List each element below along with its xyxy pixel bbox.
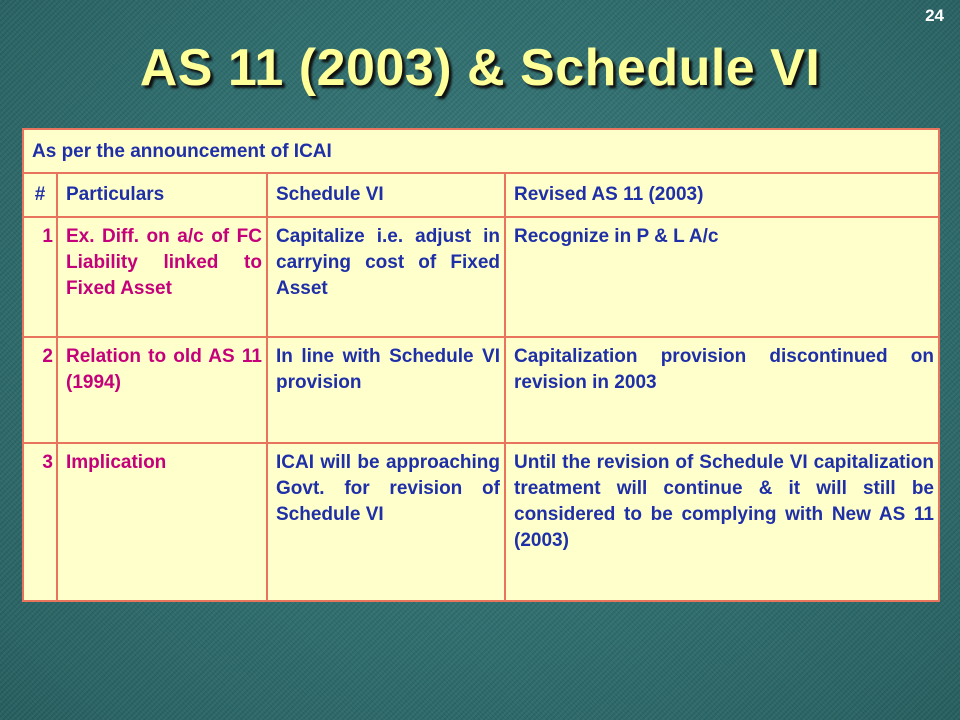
- table-row: [23, 337, 939, 443]
- row-revised-as11: Until the revision of Schedule VI capitalization treatment will continue & it will still be considered to be complying with New AS 11 (2003): [505, 443, 939, 601]
- row-number: 1: [23, 217, 57, 337]
- slide-title: AS 11 (2003) & Schedule VI: [139, 39, 821, 97]
- header-number: #: [23, 173, 57, 217]
- header-schedule-vi: Schedule VI: [267, 173, 505, 217]
- row-particulars: Implication: [57, 443, 267, 601]
- header-row: [23, 173, 939, 217]
- row-schedule-vi: In line with Schedule VI provision: [267, 337, 505, 443]
- slide-number: 24: [925, 6, 944, 25]
- comparison-table: [22, 128, 940, 602]
- header-revised-as11: Revised AS 11 (2003): [505, 173, 939, 217]
- row-schedule-vi: Capitalize i.e. adjust in carrying cost of Fixed Asset: [267, 217, 505, 337]
- table-row: [23, 217, 939, 337]
- row-particulars: Ex. Diff. on a/c of FC Liability linked to Fixed Asset: [57, 217, 267, 337]
- row-schedule-vi: ICAI will be approaching Govt. for revision of Schedule VI: [267, 443, 505, 601]
- table-banner: As per the announcement of ICAI: [23, 129, 939, 173]
- row-number: 2: [23, 337, 57, 443]
- banner-row: [23, 129, 939, 173]
- row-number: 3: [23, 443, 57, 601]
- row-particulars: Relation to old AS 11 (1994): [57, 337, 267, 443]
- comparison-table-container: [22, 128, 938, 602]
- row-revised-as11: Recognize in P & L A/c: [505, 217, 939, 337]
- header-particulars: Particulars: [57, 173, 267, 217]
- table-row: [23, 443, 939, 601]
- row-revised-as11: Capitalization provision discontinued on revision in 2003: [505, 337, 939, 443]
